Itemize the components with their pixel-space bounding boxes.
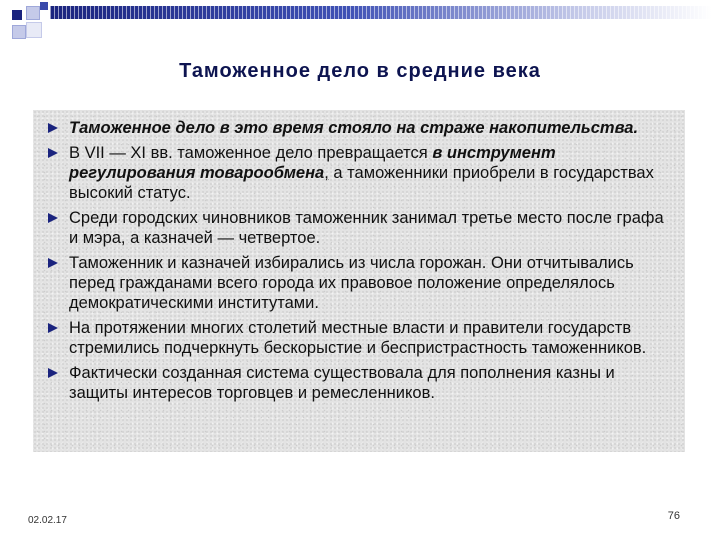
bullet-item <box>43 363 673 403</box>
bullet-text: Среди городских чиновников таможенник занимал третье место после графа и мэра, а казначей — четвертое. <box>69 209 664 247</box>
bullet-item <box>43 143 673 203</box>
decor-square <box>12 10 22 20</box>
content-box <box>33 110 685 452</box>
bullet-text: Фактически созданная система существовала для пополнения казны и защиты интересов торговцев и ремесленников. <box>69 364 615 402</box>
decor-square <box>12 25 26 39</box>
footer-date: 02.02.17 <box>28 515 67 526</box>
decor-square <box>40 2 48 10</box>
bullet-item <box>43 253 673 313</box>
bullet-text: В VII — XI вв. таможенное дело превращается <box>69 144 433 162</box>
bullet-arrow-icon <box>48 368 58 378</box>
bullet-arrow-icon <box>48 323 58 333</box>
bullet-text: Таможенное дело в это время стояло на страже накопительства. <box>69 119 639 137</box>
slide-title: Таможенное дело в средние века <box>179 60 541 82</box>
bullet-comma: , <box>324 164 329 182</box>
bullet-item <box>43 318 673 358</box>
bullet-arrow-icon <box>48 123 58 133</box>
bullet-item <box>43 208 673 248</box>
bullet-text: Таможенник и казначей избирались из числа горожан. Они отчитывались перед гражданами всего города их правовое положение определялось демократическими институтами. <box>69 254 634 312</box>
bullet-arrow-icon <box>48 258 58 268</box>
page-number: 76 <box>667 510 680 522</box>
decor-square <box>26 22 42 38</box>
decor-square <box>26 6 40 20</box>
bullet-arrow-icon <box>48 213 58 223</box>
bullet-emphasis: в инструмент регулирования товарообмена <box>69 144 556 182</box>
bullet-text: На протяжении многих столетий местные власти и правители государств стремились подчеркнуть бескорыстие и беспристрастность таможенников. <box>69 319 647 357</box>
bullet-list <box>43 118 673 403</box>
bullet-arrow-icon <box>48 148 58 158</box>
bullet-text: а таможенники приобрели в государствах высокий статус. <box>69 164 654 202</box>
header-gradient-band <box>50 6 712 19</box>
bullet-item <box>43 118 673 138</box>
